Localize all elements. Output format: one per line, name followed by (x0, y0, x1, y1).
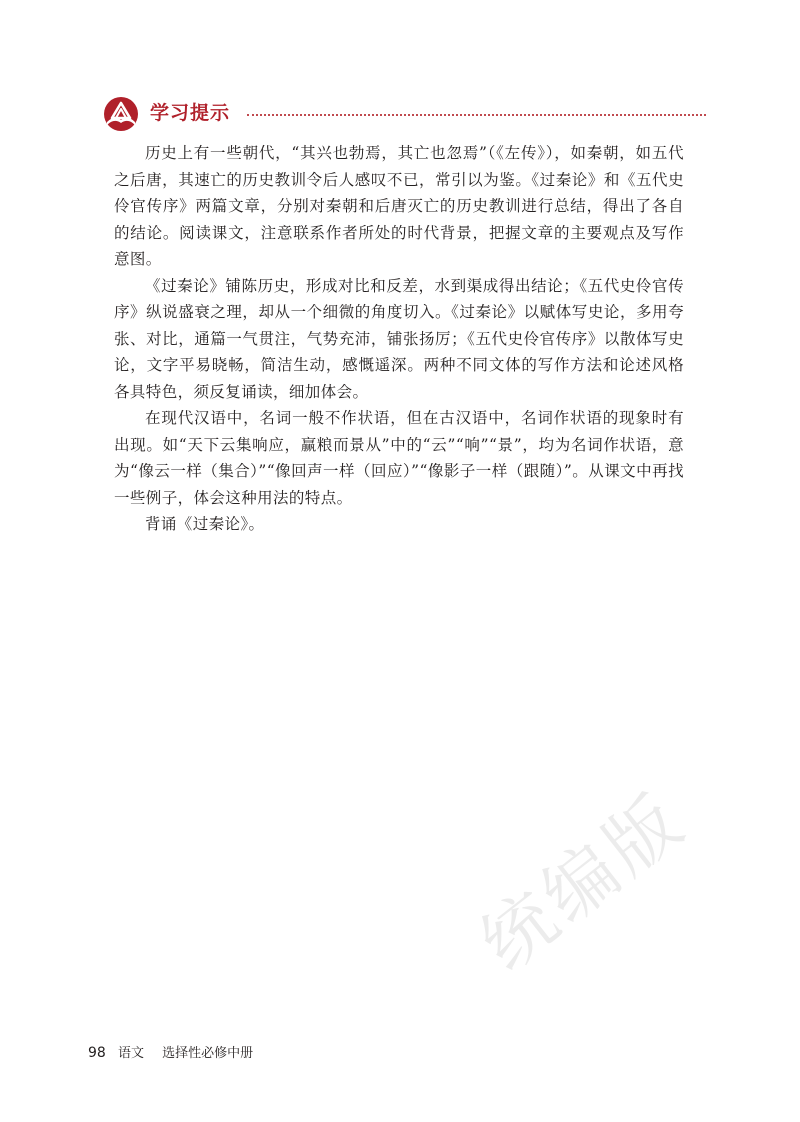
study-tips-body (114, 140, 684, 538)
subject-label: 语文 (117, 1046, 144, 1061)
page-footer (88, 1044, 253, 1063)
section-header (102, 96, 706, 134)
paragraph-3: 在现代汉语中，名词一般不作状语，但在古汉语中，名词作状语的现象时有出现。如“天下云集响应，赢粮而景从”中的“云”“响”“景”，均为名词作状语，意为“像云一样（集合）”“像回声一样（回应）”“像影子一样（跟随）”。从课文中再找一些例子，体会这种用法的特点。 (114, 409, 684, 507)
paragraph-1: 历史上有一些朝代，“其兴也勃焉，其亡也忽焉”（《左传》），如秦朝，如五代之后唐，其速亡的历史教训令后人感叹不已，常引以为鉴。《过秦论》和《五代史伶官传序》两篇文章，分别对秦朝和后唐灭亡的历史教训进行总结，得出了各自的结论。阅读课文，注意联系作者所处的时代背景，把握文章的主要观点及写作意图。 (114, 144, 684, 268)
page-number: 98 (88, 1045, 106, 1061)
paragraph-4: 背诵《过秦论》。 (145, 515, 265, 533)
section-title: 学习提示 (150, 102, 231, 124)
book-icon (102, 96, 140, 132)
book-label: 选择性必修中册 (162, 1046, 254, 1061)
paragraph-2: 《过秦论》铺陈历史，形成对比和反差，水到渠成得出结论；《五代史伶官传序》纵说盛衰之理，却从一个细微的角度切入。《过秦论》以赋体写史论，多用夸张、对比，通篇一气贯注，气势充沛，铺张扬厉；《五代史伶官传序》以散体写史论，文字平易晓畅，简洁生动，感慨遥深。两种不同文体的写作方法和论述风格各具特色，须反复诵读，细加体会。 (114, 276, 684, 401)
edition-watermark: 统编版 (465, 776, 702, 987)
header-divider (247, 114, 706, 116)
